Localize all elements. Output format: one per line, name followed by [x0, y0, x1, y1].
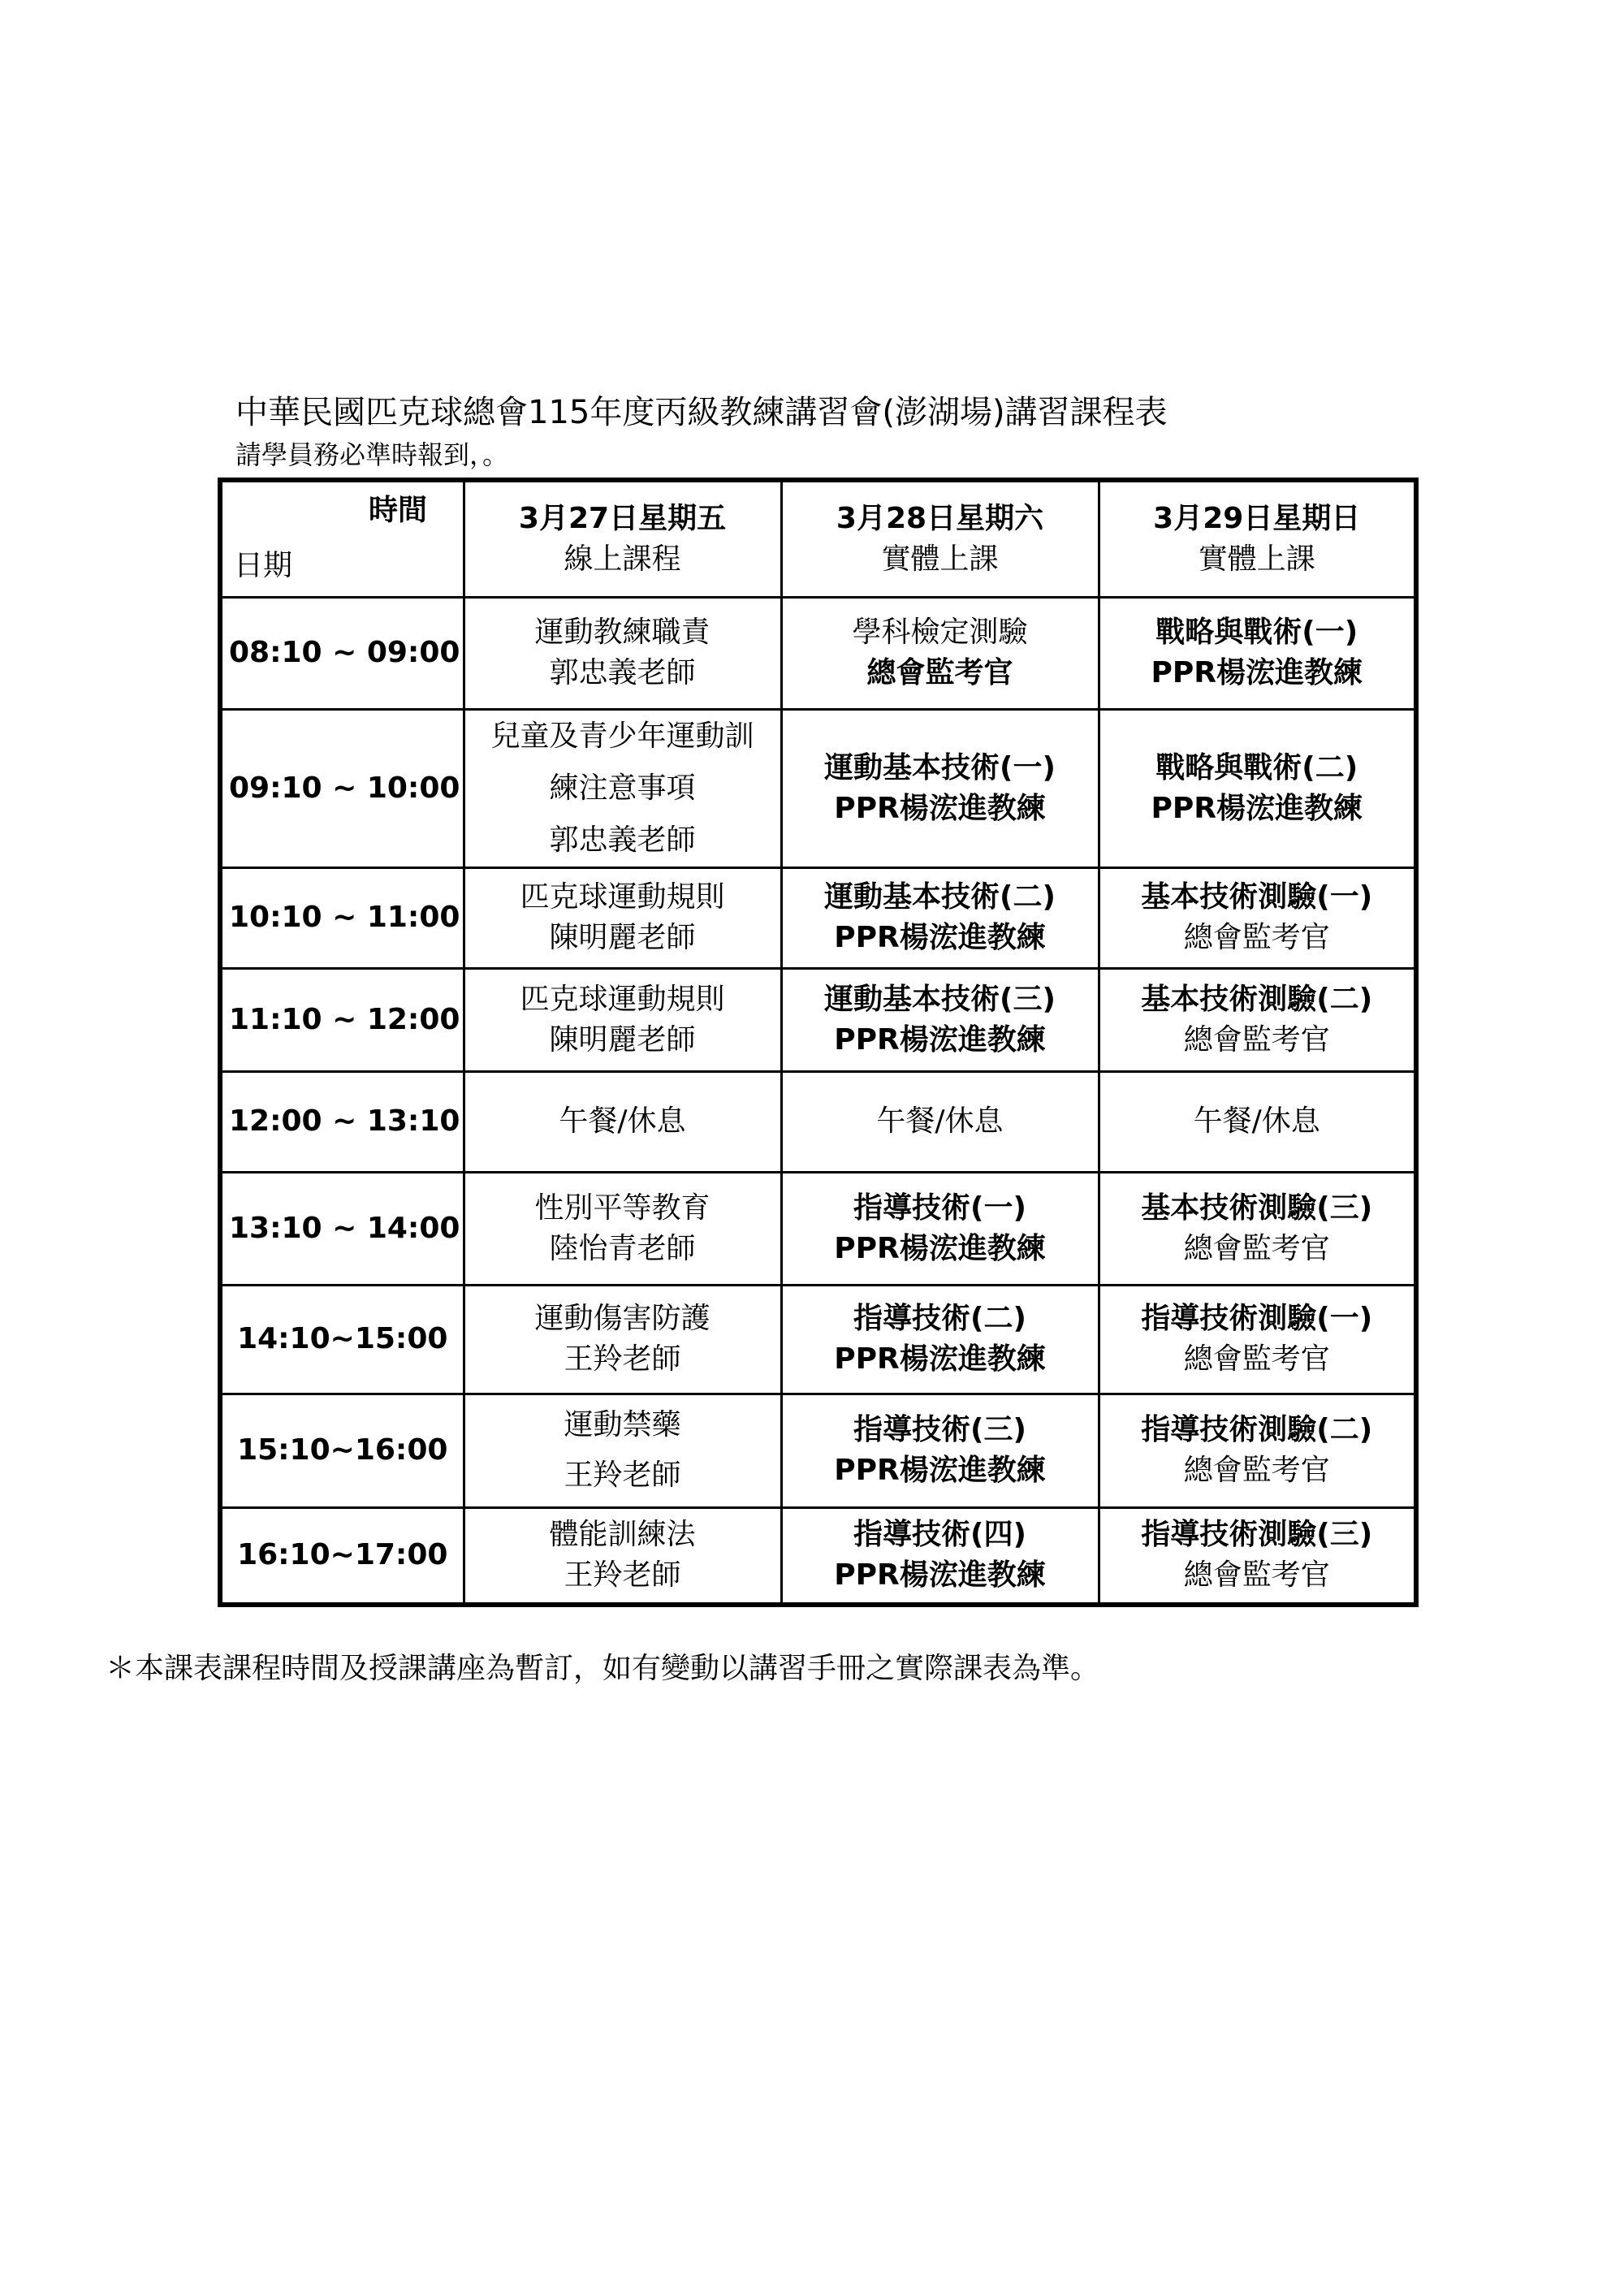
- time-slot: 10:10 ~ 11:00: [220, 867, 464, 968]
- footnote: ＊本課表課程時間及授課講座為暫訂，如有變動以講習手冊之實際課表為準。: [106, 1652, 1100, 1685]
- instructor-name: PPR楊浤進教練: [834, 791, 1046, 825]
- course-name: 運動傷害防護: [534, 1302, 710, 1335]
- table-row: [220, 597, 1416, 709]
- document-subtitle: 請學員務必準時報到，。: [235, 439, 509, 470]
- day-date: 3月28日星期六: [836, 501, 1044, 535]
- instructor-name: 總會監考官: [1183, 1022, 1330, 1057]
- instructor-name: 陸怡青老師: [549, 1231, 696, 1265]
- course-name: 運動基本技術(三): [824, 982, 1056, 1016]
- course-name-line: 兒童及青少年運動訓: [490, 719, 754, 753]
- instructor-name: 總會監考官: [866, 656, 1013, 689]
- session-cell: [781, 709, 1099, 867]
- table-row: [220, 1172, 1416, 1285]
- time-slot: 16:10~17:00: [220, 1507, 464, 1605]
- session-cell: [1099, 1507, 1416, 1605]
- time-slot: 08:10 ~ 09:00: [220, 597, 464, 709]
- session-cell: [464, 1507, 781, 1605]
- course-name: 指導技術測驗(一): [1141, 1302, 1373, 1335]
- table-row: [220, 1394, 1416, 1507]
- instructor-name: 總會監考官: [1183, 1231, 1330, 1265]
- instructor-name: PPR楊浤進教練: [1151, 791, 1363, 825]
- session-cell: [781, 1285, 1099, 1394]
- lunch-cell: 午餐/休息: [1099, 1071, 1416, 1172]
- course-name: 指導技術(一): [853, 1191, 1026, 1225]
- course-name: 運動基本技術(二): [824, 880, 1056, 914]
- header-row: [220, 480, 1416, 597]
- instructor-name: PPR楊浤進教練: [834, 1342, 1046, 1376]
- session-cell: [464, 1172, 781, 1285]
- header-day-cell: [464, 480, 781, 597]
- session-cell: [1099, 597, 1416, 709]
- document-title: 中華民國匹克球總會115年度丙級教練講習會(澎湖場)講習課程表: [235, 394, 1168, 431]
- course-name: 基本技術測驗(二): [1141, 982, 1373, 1016]
- instructor-name: 王羚老師: [564, 1459, 681, 1492]
- course-name: 運動基本技術(一): [824, 750, 1056, 784]
- schedule-table: [218, 478, 1419, 1607]
- lunch-cell: 午餐/休息: [781, 1071, 1099, 1172]
- session-cell: [781, 1507, 1099, 1605]
- instructor-name: 郭忠義老師: [549, 656, 696, 689]
- session-cell: [781, 968, 1099, 1071]
- session-cell: [1099, 1394, 1416, 1507]
- course-name: 運動禁藥: [564, 1408, 681, 1441]
- course-name: 基本技術測驗(一): [1141, 880, 1373, 914]
- time-slot: 12:00 ~ 13:10: [220, 1071, 464, 1172]
- course-name: 戰略與戰術(一): [1155, 616, 1358, 649]
- instructor-name: 總會監考官: [1183, 1558, 1330, 1593]
- lunch-cell: 午餐/休息: [464, 1071, 781, 1172]
- header-time-label: 時間: [369, 494, 428, 527]
- session-cell: [464, 1394, 781, 1507]
- instructor-name: 陳明麗老師: [549, 921, 696, 954]
- time-slot: 09:10 ~ 10:00: [220, 709, 464, 867]
- instructor-name: 總會監考官: [1183, 1342, 1330, 1376]
- time-slot: 14:10~15:00: [220, 1285, 464, 1394]
- session-cell: [781, 867, 1099, 968]
- instructor-name: PPR楊浤進教練: [834, 921, 1046, 954]
- instructor-name: PPR楊浤進教練: [1151, 656, 1363, 689]
- session-cell: [464, 709, 781, 867]
- session-cell: [464, 968, 781, 1071]
- session-cell: [1099, 1172, 1416, 1285]
- header-day-cell: [781, 480, 1099, 597]
- instructor-name: PPR楊浤進教練: [834, 1231, 1046, 1265]
- session-cell: [781, 1394, 1099, 1507]
- day-mode: 實體上課: [881, 542, 999, 576]
- day-date: 3月27日星期五: [518, 501, 727, 535]
- session-cell: [464, 867, 781, 968]
- course-name: 體能訓練法: [549, 1518, 696, 1552]
- day-date: 3月29日星期日: [1153, 501, 1361, 535]
- course-name: 學科檢定測驗: [852, 616, 1028, 649]
- time-slot: 11:10 ~ 12:00: [220, 968, 464, 1071]
- header-corner-cell: [220, 480, 464, 597]
- session-cell: [1099, 968, 1416, 1071]
- session-cell: [464, 1285, 781, 1394]
- header-day-cell: [1099, 480, 1416, 597]
- table-row: [220, 1285, 1416, 1394]
- course-name: 指導技術(二): [853, 1302, 1026, 1335]
- header-date-label: 日期: [234, 549, 293, 582]
- instructor-name: PPR楊浤進教練: [834, 1022, 1046, 1057]
- table-row: [220, 1071, 1416, 1172]
- session-cell: [1099, 709, 1416, 867]
- instructor-name: PPR楊浤進教練: [834, 1558, 1046, 1593]
- table-row: [220, 1507, 1416, 1605]
- day-mode: 實體上課: [1198, 542, 1315, 576]
- time-slot: 13:10 ~ 14:00: [220, 1172, 464, 1285]
- course-name-line: 練注意事項: [549, 771, 696, 805]
- course-name: 戰略與戰術(二): [1155, 750, 1358, 784]
- course-name: 指導技術測驗(二): [1141, 1413, 1373, 1446]
- session-cell: [1099, 1285, 1416, 1394]
- instructor-name: 王羚老師: [564, 1342, 681, 1376]
- course-name: 指導技術(三): [853, 1413, 1026, 1446]
- course-name: 運動教練職責: [534, 616, 710, 649]
- course-name: 性別平等教育: [534, 1191, 710, 1225]
- course-name: 指導技術(四): [853, 1518, 1026, 1552]
- session-cell: [781, 597, 1099, 709]
- instructor-name: 總會監考官: [1183, 1454, 1330, 1487]
- instructor-name: 總會監考官: [1183, 921, 1330, 954]
- session-cell: [781, 1172, 1099, 1285]
- course-name: 匹克球運動規則: [520, 982, 725, 1016]
- table-row: [220, 867, 1416, 968]
- course-name: 匹克球運動規則: [520, 880, 725, 914]
- table-row: [220, 709, 1416, 867]
- instructor-name: PPR楊浤進教練: [834, 1454, 1046, 1487]
- session-cell: [1099, 867, 1416, 968]
- session-cell: [464, 597, 781, 709]
- course-name: 基本技術測驗(三): [1141, 1191, 1373, 1225]
- time-slot: 15:10~16:00: [220, 1394, 464, 1507]
- instructor-name: 郭忠義老師: [549, 823, 696, 857]
- day-mode: 線上課程: [564, 542, 681, 576]
- course-name: 指導技術測驗(三): [1141, 1518, 1373, 1552]
- instructor-name: 陳明麗老師: [549, 1022, 696, 1057]
- table-row: [220, 968, 1416, 1071]
- instructor-name: 王羚老師: [564, 1558, 681, 1593]
